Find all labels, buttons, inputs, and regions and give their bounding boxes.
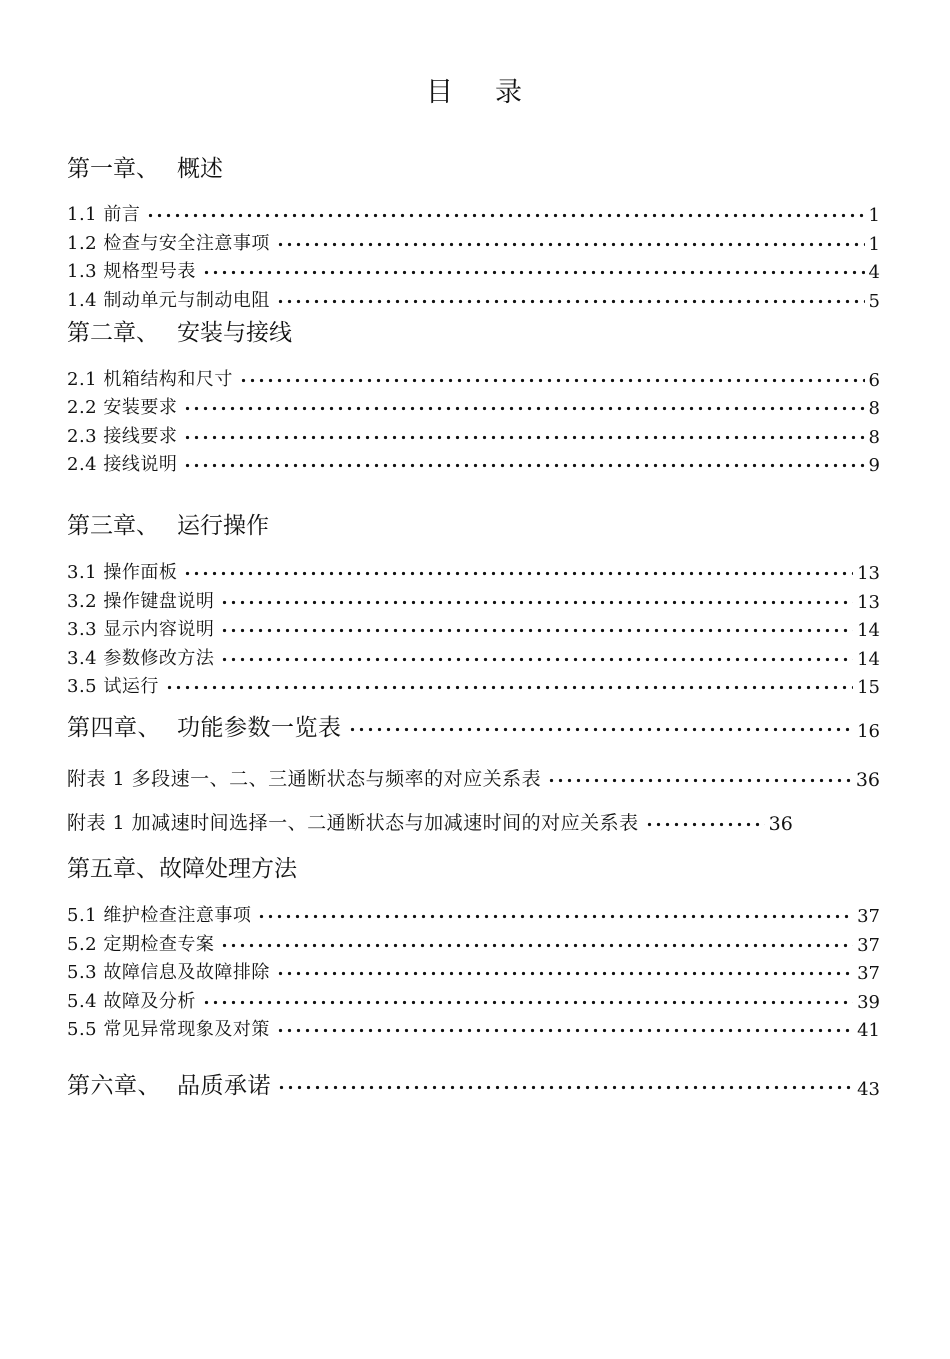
toc-entry-label: 5.1 维护检查注意事项 <box>67 905 252 926</box>
toc-entry[interactable] <box>67 393 880 419</box>
toc-entry-page: 37 <box>857 935 880 956</box>
leader-dots <box>202 265 865 279</box>
chapter-5-heading <box>67 850 297 883</box>
chapter-number: 第四章、 <box>67 715 161 741</box>
toc-entry-label: 2.3 接线要求 <box>67 426 178 447</box>
toc-entry-page: 8 <box>868 427 880 448</box>
toc-entry-label: 1.1 前言 <box>67 204 141 225</box>
toc-entry-page: 14 <box>857 620 880 641</box>
leader-dots <box>276 237 865 251</box>
toc-entry-page: 6 <box>868 370 880 391</box>
toc-entry-chapter-6[interactable] <box>67 1070 880 1100</box>
leader-dots <box>276 1023 853 1037</box>
toc-entry-label: 3.1 操作面板 <box>67 562 178 583</box>
appendix-entry[interactable] <box>67 765 880 791</box>
toc-entry-label: 1.4 制动单元与制动电阻 <box>67 290 270 311</box>
leader-dots <box>183 430 864 444</box>
toc-entry[interactable] <box>67 930 880 956</box>
leader-dots <box>276 966 853 980</box>
toc-entry-page: 13 <box>857 592 880 613</box>
chapter-number: 第六章、 <box>67 1073 161 1099</box>
leader-dots <box>220 595 853 609</box>
toc-entry-label: 1.3 规格型号表 <box>67 261 196 282</box>
toc-entry-page: 43 <box>857 1079 880 1100</box>
appendix-label: 附表 1 多段速一、二、三通断状态与频率的对应关系表 <box>67 768 542 790</box>
toc-entry-page: 16 <box>857 721 880 742</box>
appendix-page: 36 <box>768 813 793 835</box>
toc-entry[interactable] <box>67 558 880 584</box>
leader-dots <box>146 208 864 222</box>
toc-entry-label: 3.2 操作键盘说明 <box>67 591 215 612</box>
chapter-number: 第三章、 <box>67 513 159 539</box>
leader-dots <box>220 938 853 952</box>
toc-entry-page: 15 <box>857 677 880 698</box>
leader-dots <box>277 1080 853 1094</box>
toc-entry-label: 5.5 常见异常现象及对策 <box>67 1019 270 1040</box>
chapter-3-heading <box>67 507 269 540</box>
toc-entry-chapter-4[interactable] <box>67 712 880 742</box>
toc-entry-page: 39 <box>857 992 880 1013</box>
leader-dots <box>220 652 853 666</box>
chapter-1-heading <box>67 150 223 183</box>
toc-entry[interactable] <box>67 587 880 613</box>
leader-dots <box>276 294 865 308</box>
toc-entry-page: 1 <box>868 234 880 255</box>
chapter-6-heading <box>67 1067 271 1100</box>
chapter-title: 品质承诺 <box>177 1073 271 1099</box>
toc-entry[interactable] <box>67 229 880 255</box>
toc-entry[interactable] <box>67 422 880 448</box>
toc-entry[interactable] <box>67 257 880 283</box>
toc-entry-page: 14 <box>857 649 880 670</box>
chapter-4-heading <box>67 709 342 742</box>
appendix-page: 36 <box>855 769 880 791</box>
toc-entry-label: 3.3 显示内容说明 <box>67 619 215 640</box>
toc-entry-label: 5.3 故障信息及故障排除 <box>67 962 270 983</box>
chapter-title: 概述 <box>177 156 223 182</box>
toc-entry-label: 5.2 定期检查专案 <box>67 934 215 955</box>
toc-entry-page: 1 <box>868 205 880 226</box>
page-title <box>0 70 950 109</box>
appendix-entry[interactable] <box>67 809 880 835</box>
chapter-title: 功能参数一览表 <box>177 715 342 741</box>
toc-entry-page: 9 <box>868 455 880 476</box>
toc-entry-label: 5.4 故障及分析 <box>67 991 196 1012</box>
toc-entry-page: 4 <box>868 262 880 283</box>
toc-entry-page: 5 <box>868 291 880 312</box>
toc-entry-label: 2.4 接线说明 <box>67 454 178 475</box>
leader-dots <box>202 995 853 1009</box>
toc-entry-page: 41 <box>857 1020 880 1041</box>
toc-entry[interactable] <box>67 1015 880 1041</box>
chapter-number: 第一章、 <box>67 156 159 182</box>
chapter-title: 运行操作 <box>177 513 269 539</box>
chapter-number: 第五章、故障处理方法 <box>67 856 297 882</box>
leader-dots <box>645 817 765 831</box>
toc-entry-page: 8 <box>868 398 880 419</box>
appendix-label: 附表 1 加减速时间选择一、二通断状态与加减速时间的对应关系表 <box>67 812 639 834</box>
title-char-1: 目 <box>426 77 455 108</box>
toc-entry[interactable] <box>67 901 880 927</box>
toc-entry-label: 1.2 检查与安全注意事项 <box>67 233 270 254</box>
toc-entry-page: 37 <box>857 906 880 927</box>
toc-entry[interactable] <box>67 615 880 641</box>
toc-entry[interactable] <box>67 365 880 391</box>
chapter-2-heading <box>67 314 292 347</box>
toc-entry-label: 2.1 机箱结构和尺寸 <box>67 369 233 390</box>
toc-entry-label: 3.5 试运行 <box>67 676 159 697</box>
toc-entry-label: 2.2 安装要求 <box>67 397 178 418</box>
leader-dots <box>165 680 853 694</box>
toc-entry-page: 13 <box>857 563 880 584</box>
leader-dots <box>547 773 852 787</box>
chapter-number: 第二章、 <box>67 320 159 346</box>
leader-dots <box>220 623 853 637</box>
leader-dots <box>257 909 853 923</box>
toc-entry[interactable] <box>67 644 880 670</box>
leader-dots <box>183 566 853 580</box>
leader-dots <box>183 401 864 415</box>
chapter-title: 安装与接线 <box>177 320 292 346</box>
toc-entry[interactable] <box>67 672 880 698</box>
toc-entry[interactable] <box>67 958 880 984</box>
toc-entry[interactable] <box>67 987 880 1013</box>
leader-dots <box>183 458 864 472</box>
toc-entry[interactable] <box>67 200 880 226</box>
toc-entry[interactable] <box>67 450 880 476</box>
toc-entry-page: 37 <box>857 963 880 984</box>
leader-dots <box>239 373 865 387</box>
leader-dots <box>348 722 854 736</box>
toc-entry-label: 3.4 参数修改方法 <box>67 648 215 669</box>
title-char-2: 录 <box>495 77 524 108</box>
toc-entry[interactable] <box>67 286 880 312</box>
